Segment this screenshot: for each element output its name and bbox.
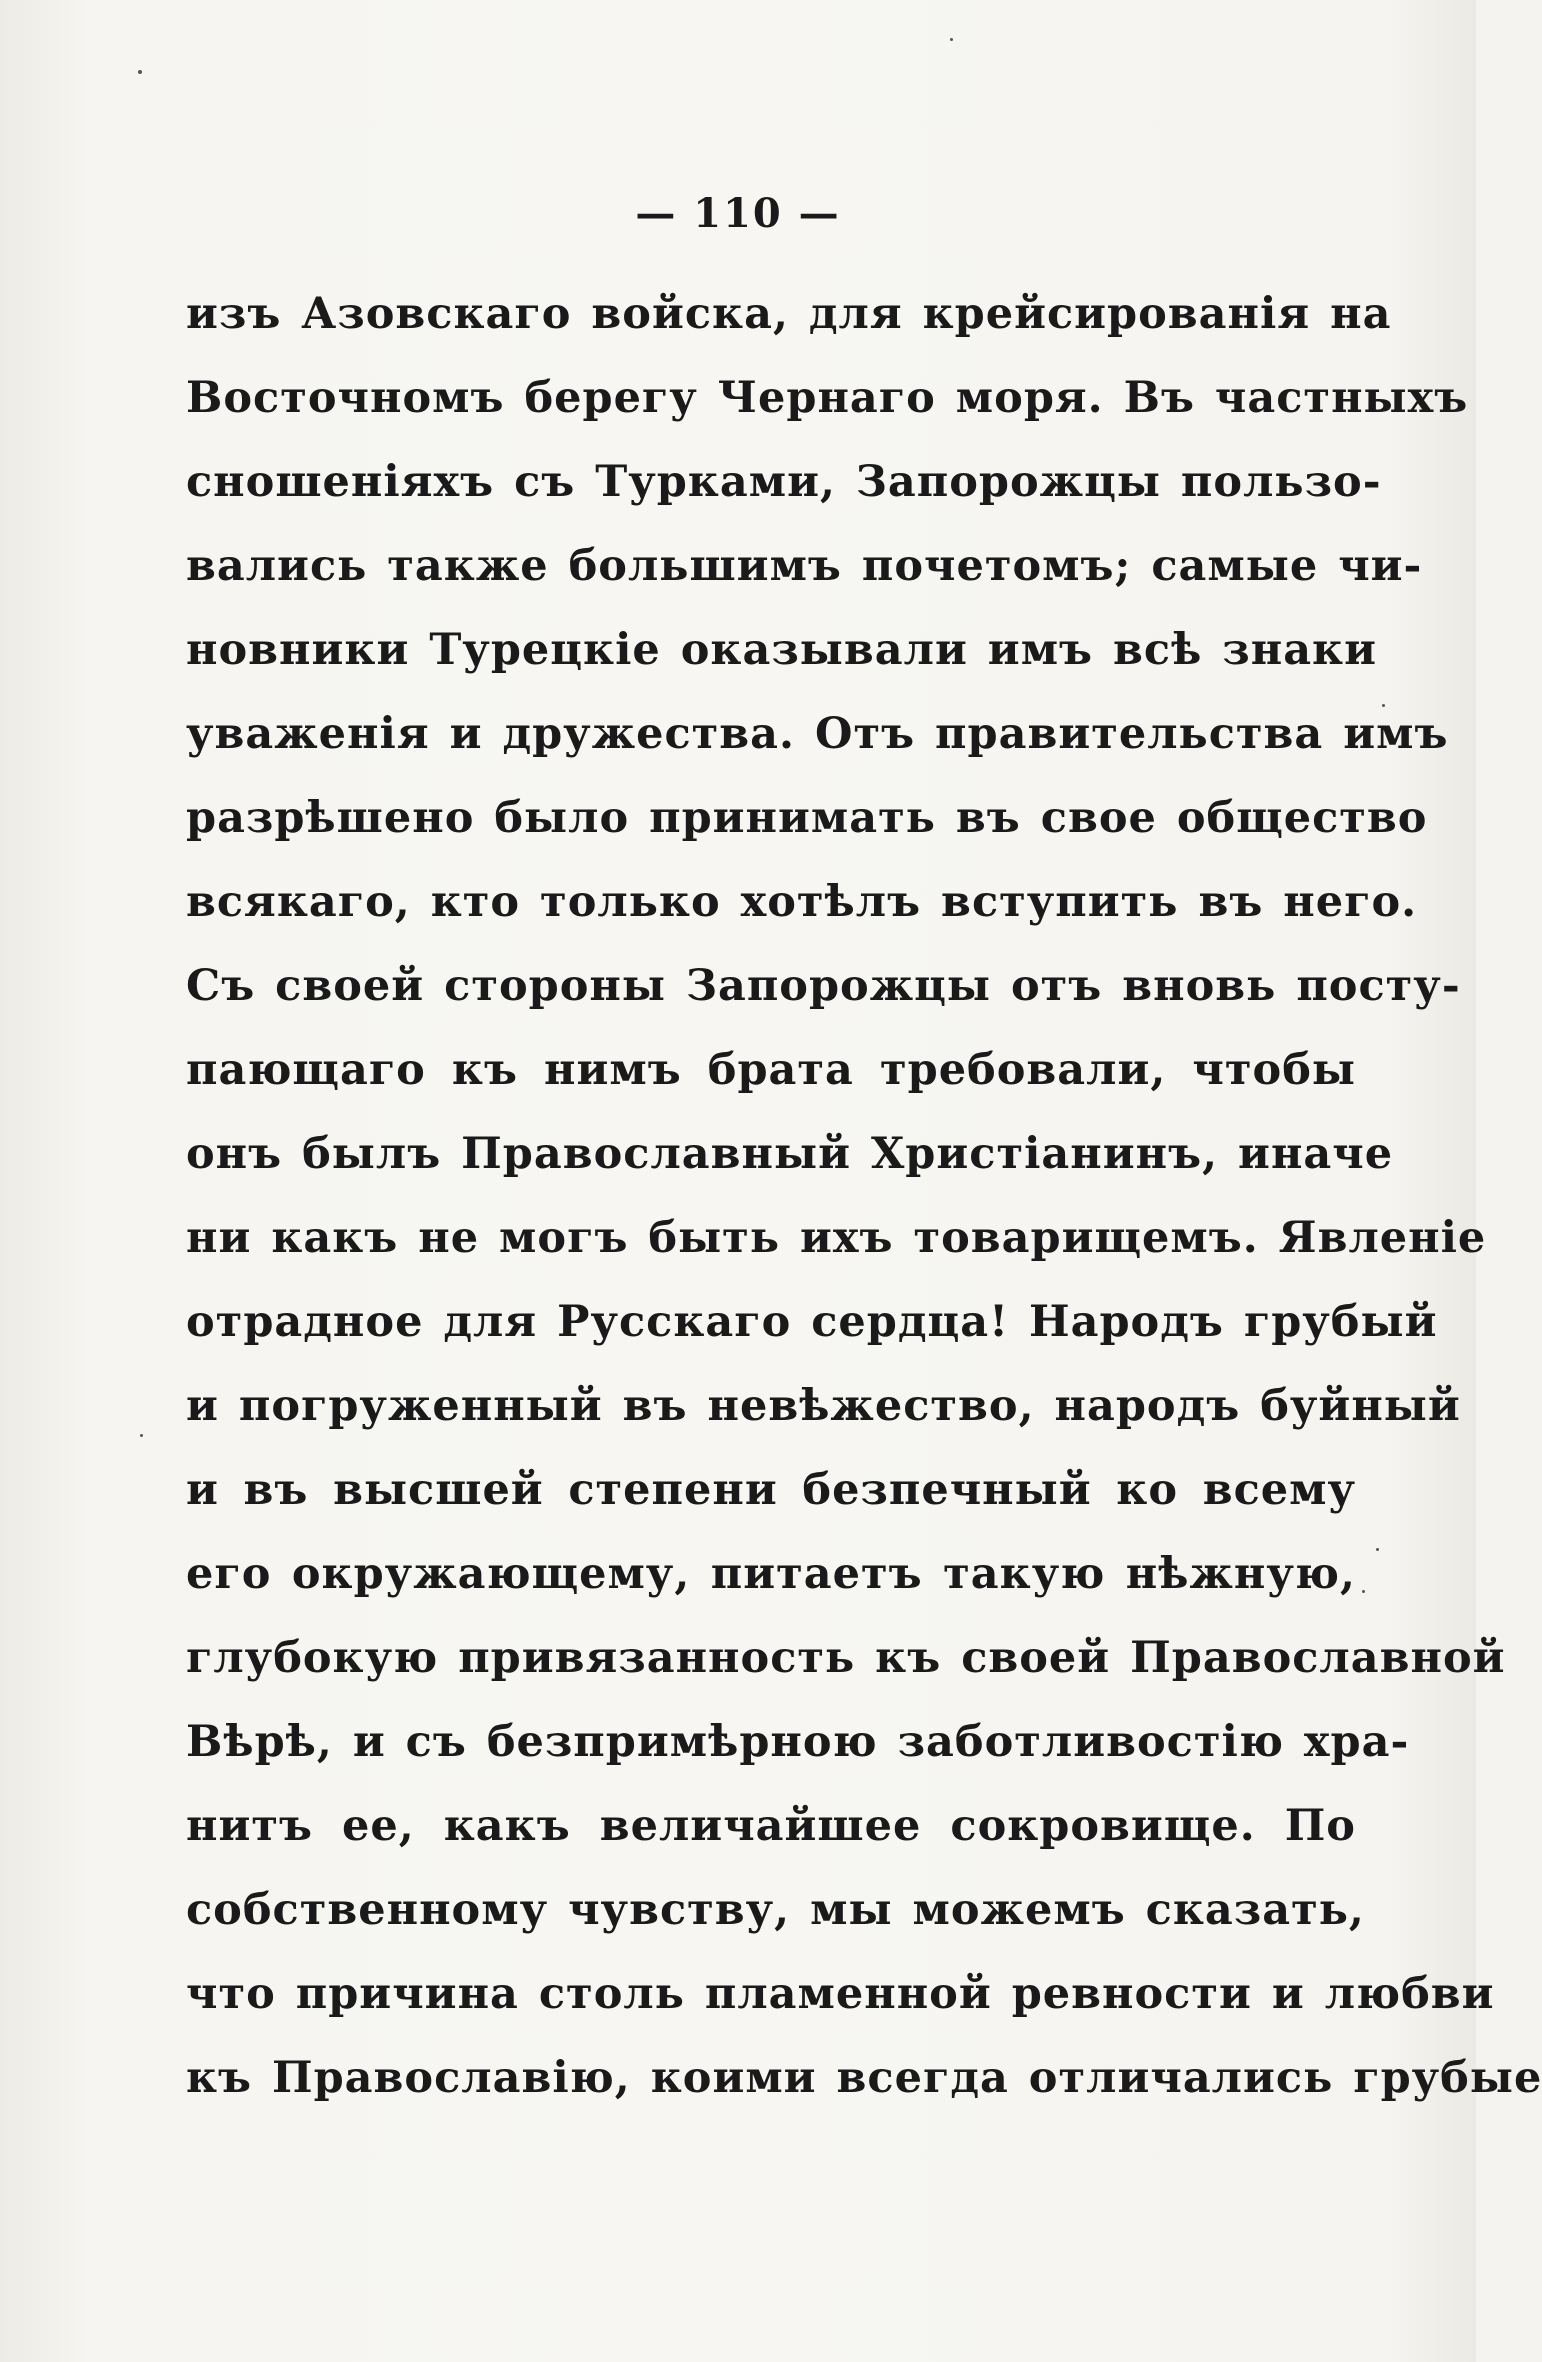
text-line: что причина столь пламенной ревности и любви <box>186 1969 1495 2019</box>
paper-speck <box>950 38 953 41</box>
page-number: — 110 — <box>635 190 841 237</box>
text-line: Вѣрѣ, и съ безпримѣрною заботливостію хра- <box>186 1717 1410 1767</box>
paper-speck <box>1362 1590 1365 1593</box>
text-line: новники Турецкіе оказывали имъ всѣ знаки <box>186 625 1377 675</box>
text-line: къ Православію, коими всегда отличались грубые <box>186 2053 1542 2103</box>
text-line: нитъ ее, какъ величайшее сокровище. По <box>186 1801 1356 1851</box>
paper-speck <box>140 1434 143 1437</box>
text-line: изъ Азовскаго войска, для крейсированія на <box>186 289 1392 339</box>
text-line: пающаго къ нимъ брата требовали, чтобы <box>186 1045 1356 1095</box>
text-line: и погруженный въ невѣжество, народъ буйный <box>186 1381 1461 1431</box>
text-line: Съ своей стороны Запорожцы отъ вновь посту- <box>186 961 1461 1011</box>
text-line: и въ высшей степени безпечный ко всему <box>186 1465 1356 1515</box>
text-line: собственному чувству, мы можемъ сказать, <box>186 1885 1365 1935</box>
text-line: глубокую привязанность къ своей Православной <box>186 1633 1506 1683</box>
paper-speck <box>1376 1548 1379 1551</box>
text-line: всякаго, кто только хотѣлъ вступить въ него. <box>186 877 1418 927</box>
text-line: вались также большимъ почетомъ; самые чи- <box>186 541 1423 591</box>
paper-speck <box>138 70 142 74</box>
body-text <box>186 272 1542 2120</box>
text-line: сношеніяхъ съ Турками, Запорожцы пользо- <box>186 457 1382 507</box>
text-line: ни какъ не могъ быть ихъ товарищемъ. Явленіе <box>186 1213 1487 1263</box>
text-line: разрѣшено было принимать въ свое общество <box>186 793 1428 843</box>
paper-speck <box>1382 704 1385 707</box>
text-line: онъ былъ Православный Христіанинъ, иначе <box>186 1129 1394 1179</box>
text-line: уваженія и дружества. Отъ правительства имъ <box>186 709 1449 759</box>
text-line: Восточномъ берегу Чернаго моря. Въ частныхъ <box>186 373 1469 423</box>
text-line: его окружающему, питаетъ такую нѣжную, <box>186 1549 1356 1599</box>
text-line: отрадное для Русскаго сердца! Народъ грубый <box>186 1297 1438 1347</box>
